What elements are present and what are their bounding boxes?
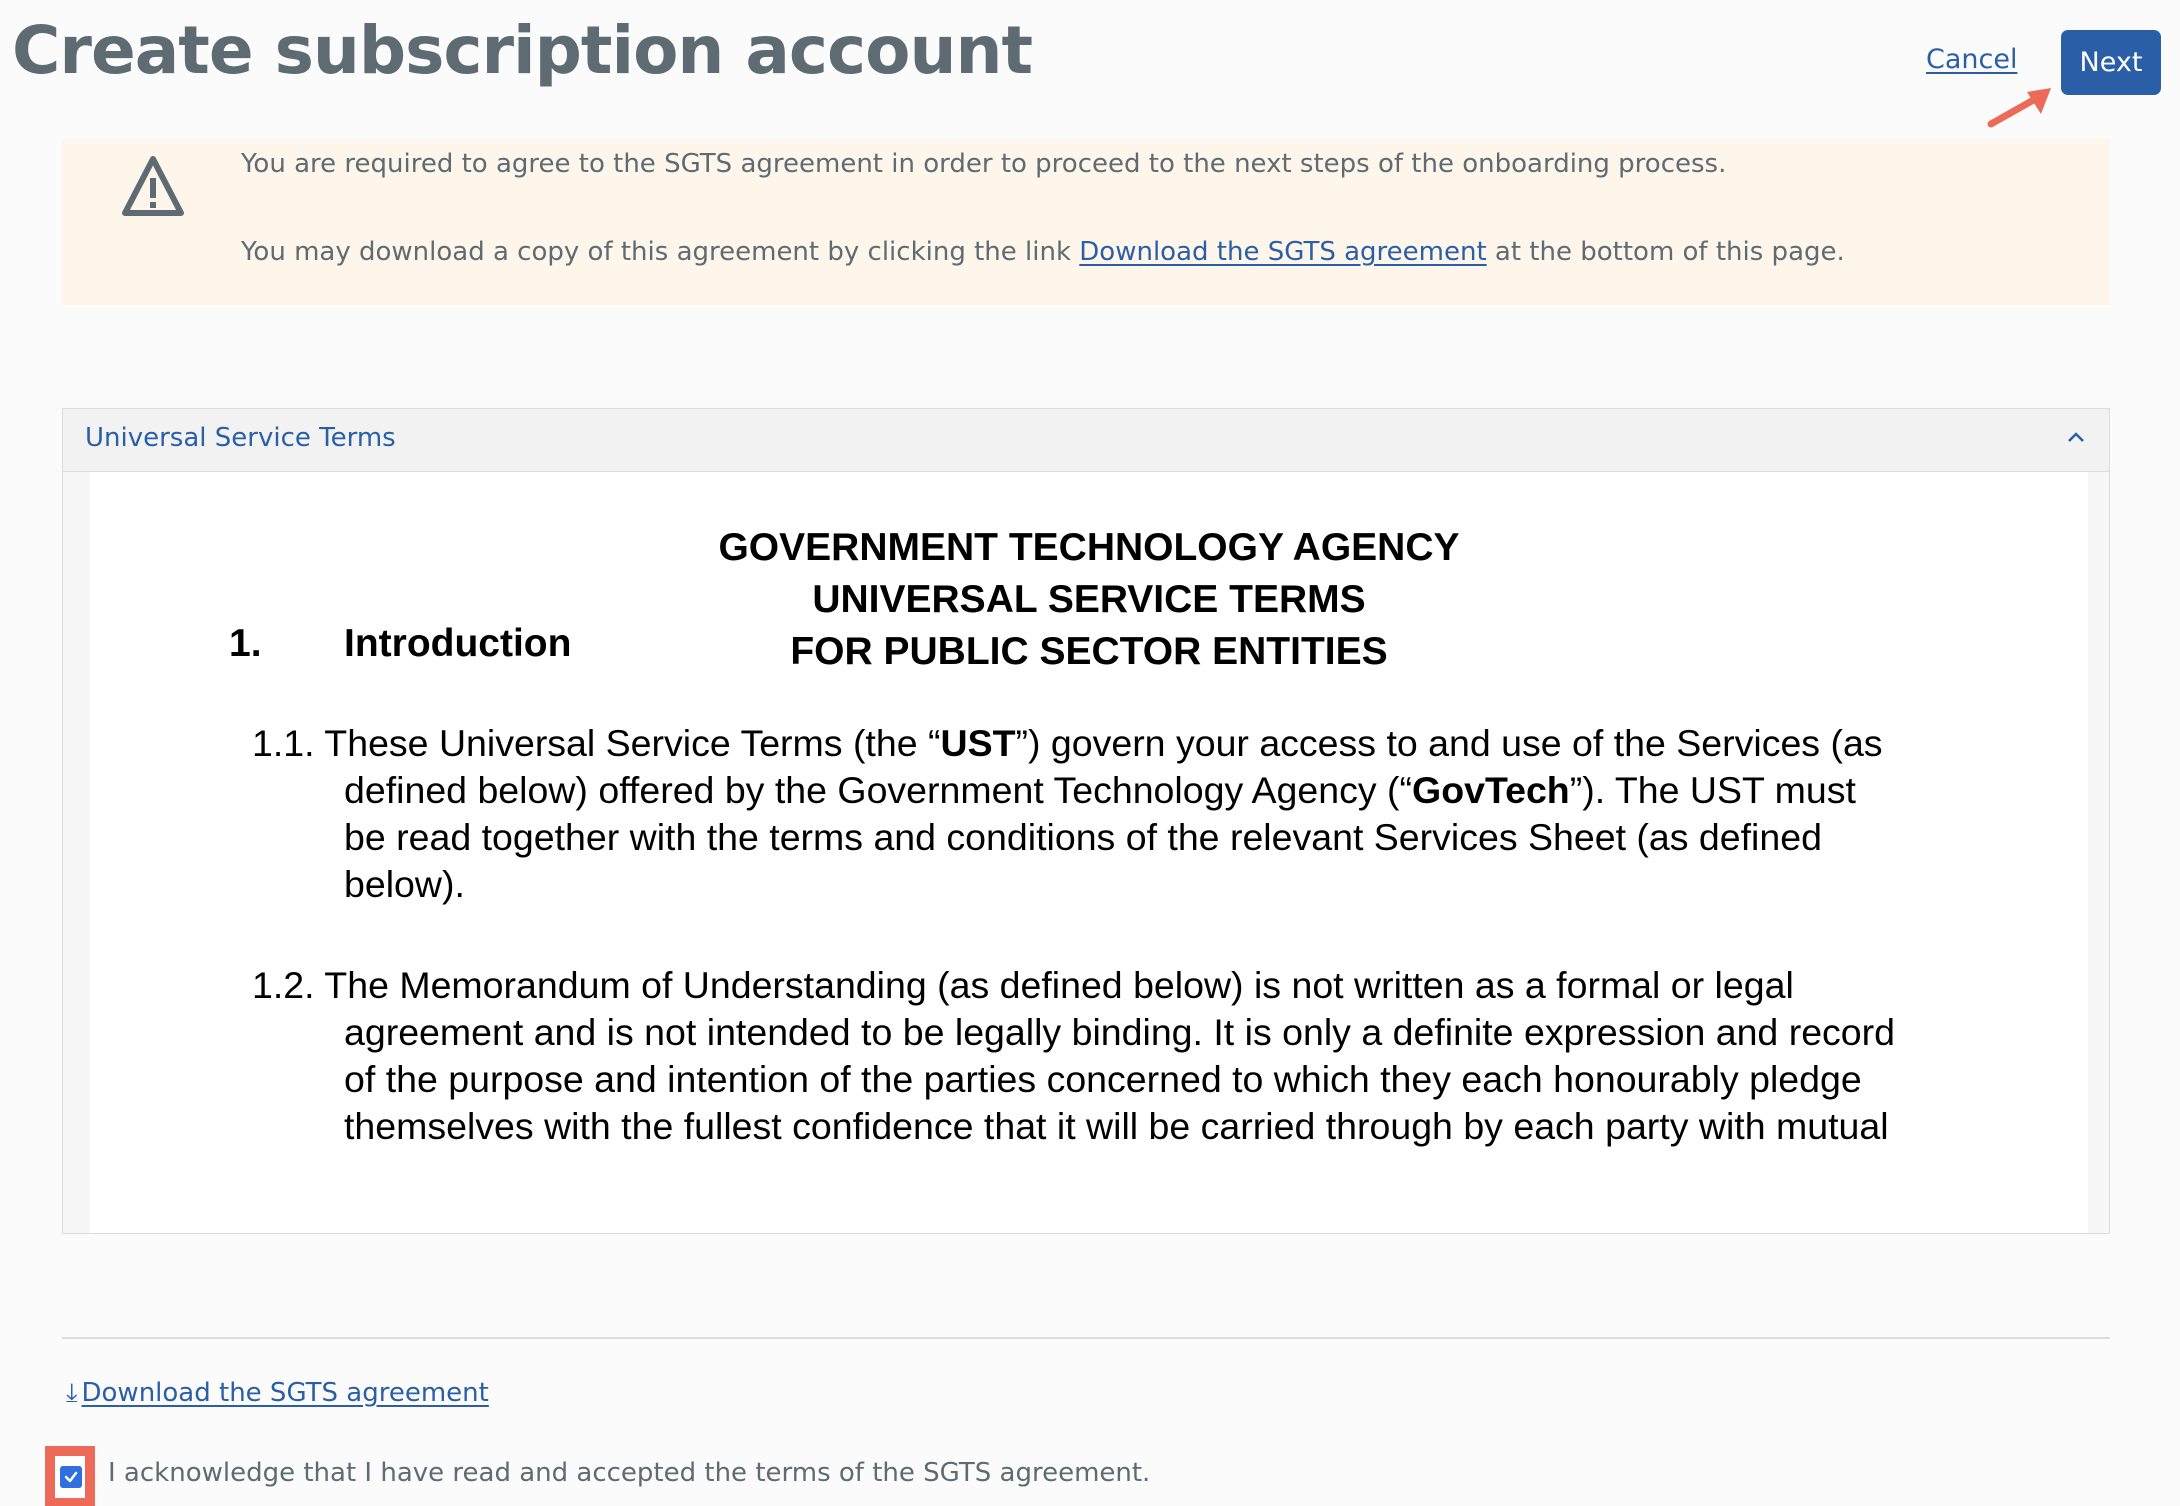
banner-line-2-suffix: at the bottom of this page. [1486, 237, 1845, 267]
agreement-warning-banner [62, 139, 2110, 305]
next-button[interactable]: Next [2061, 30, 2161, 95]
acknowledge-label[interactable]: I acknowledge that I have read and accepted the terms of the SGTS agreement. [108, 1458, 1151, 1488]
download-agreement-label: Download the SGTS agreement [81, 1378, 489, 1408]
cancel-link[interactable]: Cancel [1926, 44, 2018, 75]
warning-triangle-icon [120, 153, 186, 219]
heading-line: GOVERNMENT TECHNOLOGY AGENCY [718, 526, 1460, 569]
paragraph-1-1 [252, 720, 1954, 908]
download-agreement-link[interactable] [66, 1378, 489, 1409]
annotation-arrow-icon [1985, 84, 2057, 130]
paragraph-line: themselves with the fullest confidence that it will be carried through by each party with mutual [344, 1105, 1889, 1147]
section-title: Introduction [344, 622, 572, 665]
section-divider [62, 1337, 2110, 1339]
paragraph-1-2 [252, 962, 1954, 1150]
banner-download-link[interactable]: Download the SGTS agreement [1079, 237, 1487, 267]
paragraph-line: be read together with the terms and conditions of the relevant Services Sheet (as defined [344, 816, 1822, 858]
heading-line: UNIVERSAL SERVICE TERMS [812, 578, 1366, 621]
universal-service-terms-accordion [62, 408, 2110, 1234]
accordion-header[interactable] [63, 409, 2109, 472]
download-arrow-icon: ⤓ [66, 1378, 78, 1408]
paragraph-line: below). [344, 863, 465, 905]
paragraph-line: 1.1. These Universal Service Terms (the “UST”) govern your access to and use of the Services (as [252, 722, 1883, 764]
banner-line-2-prefix: You may download a copy of this agreement by clicking the link [241, 237, 1080, 267]
section-number: 1. [229, 622, 262, 665]
banner-line-2 [241, 237, 1845, 267]
heading-line: FOR PUBLIC SECTOR ENTITIES [790, 630, 1388, 673]
banner-line-1: You are required to agree to the SGTS agreement in order to proceed to the next steps of the onboarding process. [241, 149, 1727, 179]
paragraph-line: agreement and is not intended to be legally binding. It is only a definite expression and record [344, 1011, 1895, 1053]
checkmark-icon [63, 1469, 79, 1485]
paragraph-line: defined below) offered by the Government Technology Agency (“GovTech”). The UST must [344, 769, 1856, 811]
paragraph-number: 1.1. [252, 722, 315, 764]
agreement-document-viewer[interactable] [90, 472, 2088, 1233]
paragraph-line: 1.2. The Memorandum of Understanding (as defined below) is not written as a formal or legal [252, 964, 1794, 1006]
accordion-title: Universal Service Terms [85, 423, 396, 453]
paragraph-line: of the purpose and intention of the parties concerned to which they each honourably pledge [344, 1058, 1862, 1100]
page-title: Create subscription account [12, 12, 1033, 89]
paragraph-number: 1.2. [252, 964, 315, 1006]
acknowledge-checkbox[interactable] [60, 1466, 82, 1488]
chevron-up-icon[interactable] [2067, 431, 2085, 443]
